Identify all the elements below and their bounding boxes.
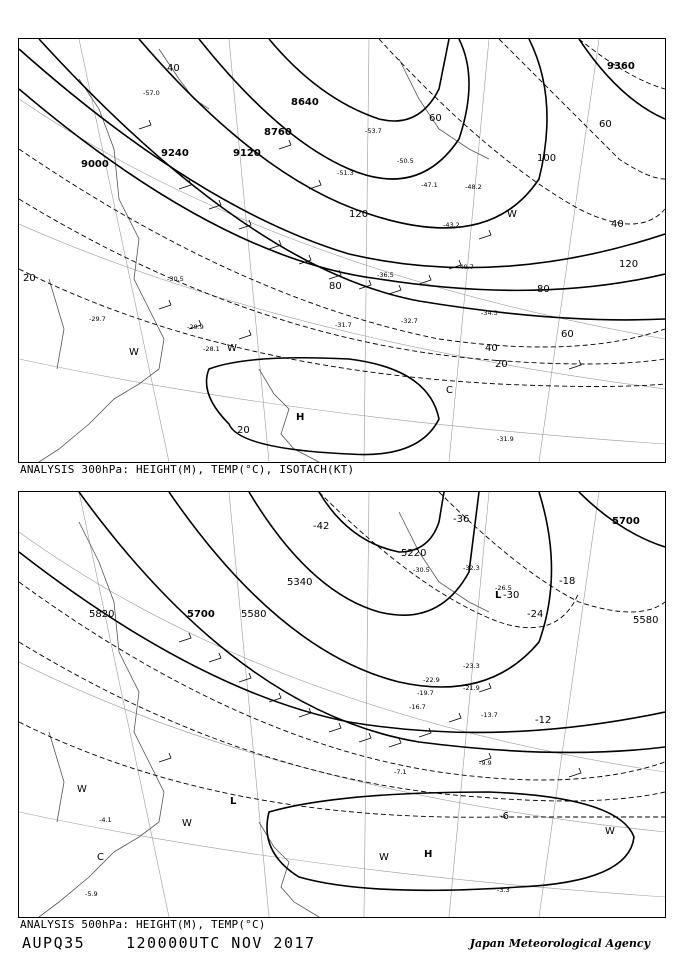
station-temp: -53.7 [365, 127, 382, 135]
station-temp: -47.1 [421, 181, 438, 189]
warm-center-symbol: W [605, 826, 615, 837]
isotherm-labels [313, 514, 575, 822]
station-temp: -31.9 [497, 435, 514, 443]
analysis-500hpa-map [18, 491, 666, 918]
station-temp: -22.9 [423, 676, 440, 684]
caption-500hpa: ANALYSIS 500hPa: HEIGHT(M), TEMP(°C) [20, 918, 266, 931]
map-500hpa-canvas [19, 492, 665, 917]
station-temperatures [85, 564, 512, 898]
wind-barbs [139, 120, 581, 369]
low-center-symbol: L [230, 796, 237, 807]
station-temp: -23.3 [463, 662, 480, 670]
station-temp: -36.5 [377, 271, 394, 279]
isotach-label: 40 [611, 219, 624, 230]
isotach-label: 60 [429, 113, 442, 124]
station-temp: -26.5 [495, 584, 512, 592]
warm-center-symbol: W [507, 209, 517, 220]
graticule [19, 492, 665, 917]
height-label: 5820 [89, 609, 115, 620]
station-temp: -29.9 [187, 323, 204, 331]
height-label: 5340 [287, 577, 313, 588]
isotherm-label: -36 [453, 514, 470, 525]
isotach-label: 120 [349, 209, 369, 220]
isotach-label: 100 [537, 153, 557, 164]
high-center-symbol: H [296, 412, 305, 423]
height-label: 5580 [633, 615, 659, 626]
station-temp: -50.5 [397, 157, 414, 165]
height-label: 5700 [612, 516, 640, 527]
station-temp: -31.7 [335, 321, 352, 329]
analysis-300hpa-map [18, 38, 666, 463]
high-pressure-contour [267, 792, 634, 890]
chart-footer [22, 934, 650, 954]
isotach-label: 20 [23, 273, 36, 284]
isotherm-label: -18 [559, 576, 576, 587]
height-contours [19, 39, 665, 320]
station-temp: -3.3 [497, 886, 510, 894]
isotach-label: 40 [167, 63, 180, 74]
height-label: 8760 [264, 127, 292, 138]
isotach-label: 80 [329, 281, 342, 292]
height-label: 5700 [187, 609, 215, 620]
station-temp: -34.3 [481, 309, 498, 317]
warm-center-symbol: W [182, 818, 192, 829]
pressure-centers [77, 590, 615, 863]
warm-center-symbol: W [77, 784, 87, 795]
height-label: 5580 [241, 609, 267, 620]
station-temp: -13.7 [481, 711, 498, 719]
height-label: 5220 [401, 548, 427, 559]
station-temp: -19.7 [417, 689, 434, 697]
height-label: 9000 [81, 159, 109, 170]
station-temp: -4.1 [99, 816, 112, 824]
warm-center-symbol: W [379, 852, 389, 863]
station-temp: -43.2 [443, 221, 460, 229]
isotach-label: 60 [561, 329, 574, 340]
station-temp: -16.7 [409, 703, 426, 711]
caption-300hpa: ANALYSIS 300hPa: HEIGHT(M), TEMP(°C), ISOTACH(KT) [20, 463, 355, 476]
station-temp: -40.7 [457, 263, 474, 271]
isotach-label: 20 [495, 359, 508, 370]
isotherm-label: -12 [535, 715, 552, 726]
cold-center-symbol: C [446, 385, 453, 396]
isotach-label: 20 [237, 425, 250, 436]
high-center-symbol: H [424, 849, 433, 860]
station-temp: -21.9 [463, 684, 480, 692]
station-temp: -32.7 [401, 317, 418, 325]
warm-center-symbol: W [129, 347, 139, 358]
wind-barbs [159, 633, 581, 777]
station-temp: -48.2 [465, 183, 482, 191]
station-temp: -9.9 [479, 759, 492, 767]
height-label: 8640 [291, 97, 319, 108]
station-temp: -32.3 [463, 564, 480, 572]
station-temp: -5.9 [85, 890, 98, 898]
map-300hpa-canvas [19, 39, 665, 462]
isotherm-label: -30 [503, 590, 520, 601]
isotach-label: 80 [537, 284, 550, 295]
height-label: 9120 [233, 148, 261, 159]
agency-name: Japan Meteorological Agency [469, 937, 650, 950]
cold-center-symbol: C [97, 852, 104, 863]
high-pressure-contour [207, 358, 440, 455]
station-temp: -51.3 [337, 169, 354, 177]
station-temp: -57.0 [143, 89, 160, 97]
height-label: 9240 [161, 148, 189, 159]
height-label: 9360 [607, 61, 635, 72]
low-center-symbol: L [495, 590, 502, 601]
station-temp: -30.5 [413, 566, 430, 574]
isotherm-label: -24 [527, 609, 544, 620]
isotherm-label: -42 [313, 521, 330, 532]
isotach-label: 60 [599, 119, 612, 130]
station-temp: -30.5 [167, 275, 184, 283]
warm-center-symbol: W [227, 343, 237, 354]
valid-time: 120000UTC NOV 2017 [126, 934, 316, 952]
station-temp: -29.7 [89, 315, 106, 323]
station-temp: -7.1 [394, 768, 407, 776]
station-temp: -28.1 [203, 345, 220, 353]
height-labels [89, 516, 658, 626]
chart-identifier: AUPQ35 [22, 934, 86, 952]
isotach-label: 40 [485, 343, 498, 354]
isotherm-label: -6 [499, 811, 509, 822]
isotach-labels [23, 63, 638, 436]
isotach-label: 120 [619, 259, 639, 270]
